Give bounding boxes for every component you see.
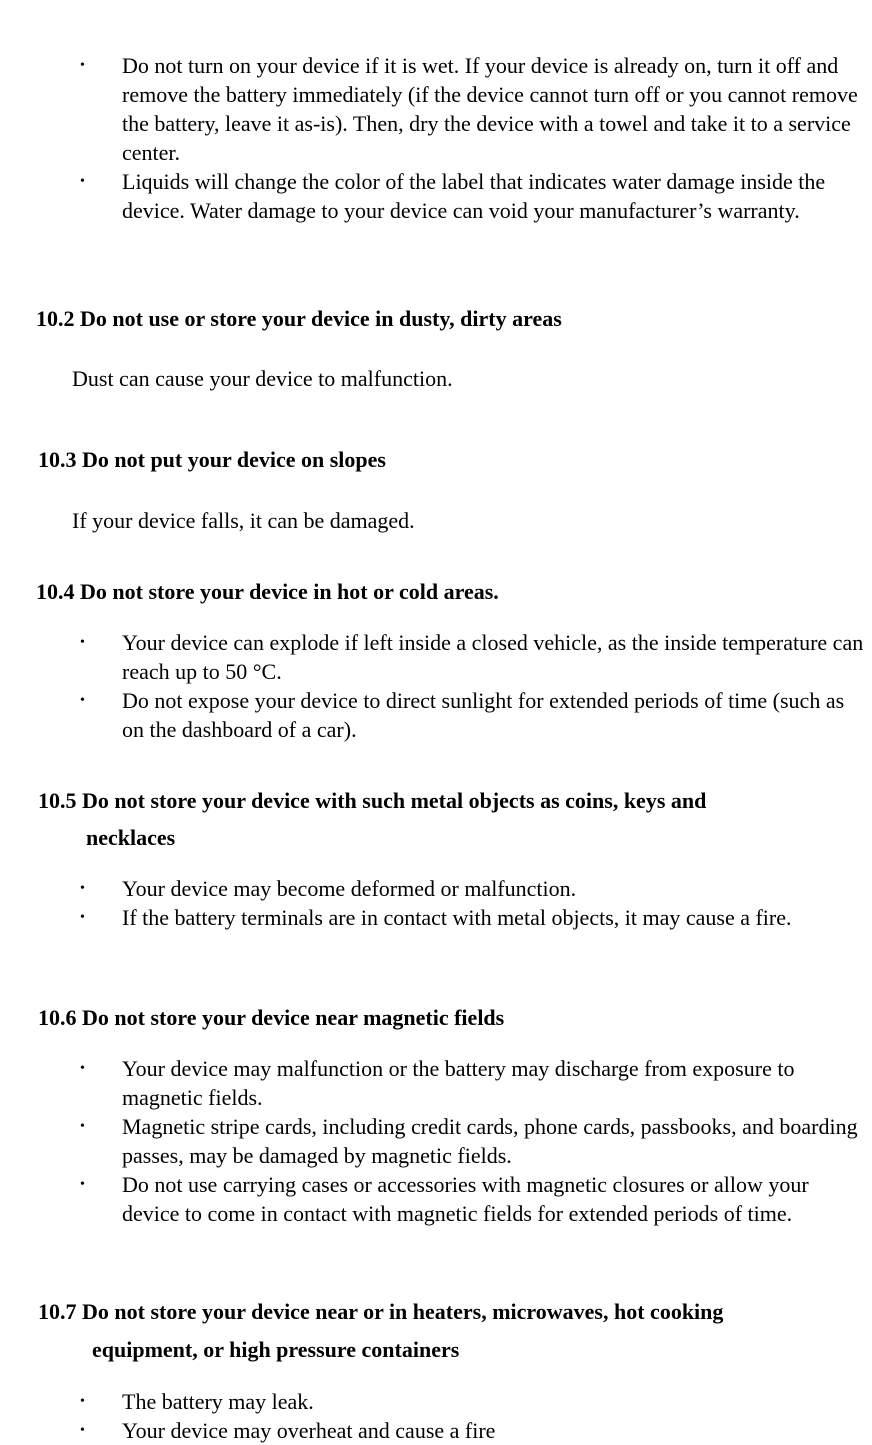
bullet-icon: • (80, 58, 85, 73)
list-item (0, 903, 867, 932)
section-10-2-heading: 10.2 Do not use or store your device in dusty, dirty areas (36, 306, 562, 331)
heading-line: equipment, or high pressure containers (92, 1337, 460, 1362)
magnetic-fields-list (0, 1054, 867, 1228)
list-item-text: Your device can explode if left inside a closed vehicle, as the inside temperature can reach up to 50 °C. (122, 630, 864, 684)
bullet-icon: • (80, 1394, 85, 1409)
bullet-icon: • (80, 881, 85, 896)
list-item (0, 686, 867, 744)
heading-line: 10.5 Do not store your device with such metal objects as coins, keys and (38, 788, 707, 813)
section-10-3-heading: 10.3 Do not put your device on slopes (38, 447, 386, 472)
list-item (0, 51, 867, 167)
heaters-list (0, 1387, 867, 1445)
list-item-text: Liquids will change the color of the label that indicates water damage inside the device. Water damage to your device can void your manufacturer’s warranty. (122, 169, 826, 223)
section-10-5-heading (38, 782, 706, 856)
list-item (0, 874, 867, 903)
bullet-icon: • (80, 635, 85, 650)
hot-cold-list (0, 628, 867, 744)
section-10-4-heading: 10.4 Do not store your device in hot or cold areas. (36, 579, 499, 604)
bullet-icon: • (80, 693, 85, 708)
list-item-text: Your device may become deformed or malfunction. (122, 876, 577, 901)
list-item (0, 1387, 867, 1416)
list-item-text: Do not use carrying cases or accessories with magnetic closures or allow your device to come in contact with magnetic fields for extended periods of time. (122, 1172, 809, 1226)
bullet-icon: • (80, 174, 85, 189)
list-item-text: Your device may overheat and cause a fire (122, 1418, 496, 1443)
bullet-icon: • (80, 910, 85, 925)
bullet-icon: • (80, 1119, 85, 1134)
water-damage-list (0, 51, 867, 225)
list-item-text: Do not expose your device to direct sunlight for extended periods of time (such as on the dashboard of a car). (122, 688, 845, 742)
section-10-3-text: If your device falls, it can be damaged. (72, 508, 415, 533)
bullet-icon: • (80, 1061, 85, 1076)
list-item (0, 1170, 867, 1228)
section-10-6-heading: 10.6 Do not store your device near magnetic fields (38, 1005, 505, 1030)
list-item (0, 1054, 867, 1112)
list-item (0, 1112, 867, 1170)
list-item-text: If the battery terminals are in contact with metal objects, it may cause a fire. (122, 905, 792, 930)
list-item-text: Do not turn on your device if it is wet. If your device is already on, turn it off and remove the battery immediately (if the device cannot turn off or you cannot remove the battery, leave it as-is). Then, dry the device with a towel and take it to a service center. (122, 53, 858, 165)
list-item (0, 167, 867, 225)
bullet-icon: • (80, 1177, 85, 1192)
list-item-text: Your device may malfunction or the battery may discharge from exposure to magnetic fields. (122, 1056, 795, 1110)
list-item-text: Magnetic stripe cards, including credit cards, phone cards, passbooks, and boarding passes, may be damaged by magnetic fields. (122, 1114, 858, 1168)
section-10-2-text: Dust can cause your device to malfunction. (72, 366, 453, 391)
bullet-icon: • (80, 1423, 85, 1438)
heading-line: 10.7 Do not store your device near or in heaters, microwaves, hot cooking (38, 1299, 724, 1324)
list-item (0, 1416, 867, 1445)
metal-objects-list (0, 874, 867, 932)
section-10-7-heading (38, 1293, 723, 1369)
list-item-text: The battery may leak. (122, 1389, 314, 1414)
list-item (0, 628, 867, 686)
heading-line: necklaces (86, 825, 176, 850)
